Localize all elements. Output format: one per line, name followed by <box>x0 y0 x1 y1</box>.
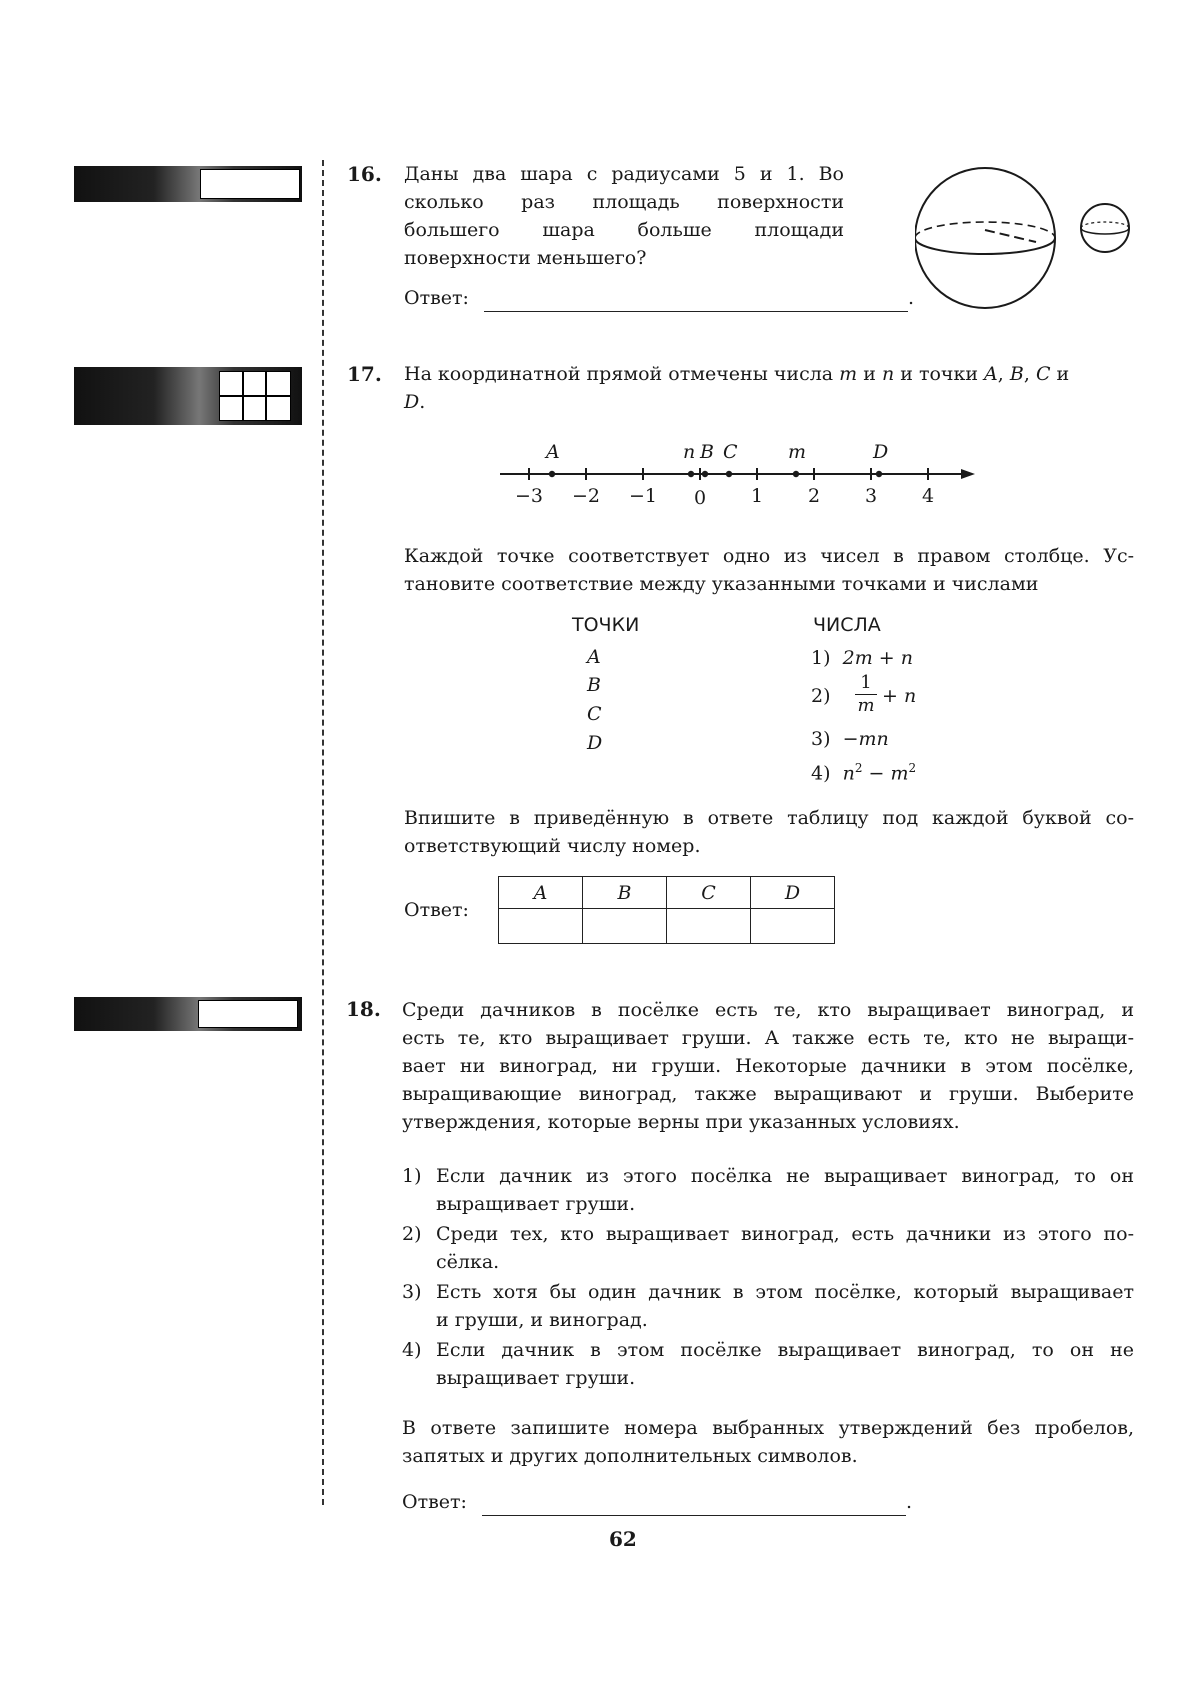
label-d: D <box>873 441 889 463</box>
question-17-para2-line1: Впишите в приведённую в ответе таблицу под каждой буквой со- <box>404 807 1134 829</box>
point-c-dot <box>726 471 732 477</box>
statement-3-line-1: Есть хотя бы один дачник в этом посёлке, который выращивает <box>436 1281 1134 1303</box>
point-item-b: B <box>587 674 601 696</box>
cut-line <box>322 160 324 1505</box>
option-2-number: 2) <box>811 685 831 707</box>
tick-label: 3 <box>864 485 878 507</box>
statement-3-line-2: и груши, и виноград. <box>436 1309 648 1331</box>
tick-label: 0 <box>693 487 707 509</box>
statement-2-line-2: сёлка. <box>436 1251 500 1273</box>
question-18-instruction-1: В ответе запишите номера выбранных утверждений без пробелов, <box>402 1417 1134 1439</box>
statement-3-number: 3) <box>402 1281 422 1303</box>
question-16-line-4: поверхности меньшего? <box>404 247 647 269</box>
tick-label: 1 <box>750 485 764 507</box>
question-18-text-3: вает ни виноград, ни груши. Некоторые дачники в этом посёлке, <box>402 1055 1134 1077</box>
question-16-answer-dot: . <box>908 287 915 309</box>
question-16-answer-field[interactable] <box>484 284 908 312</box>
option-1: 1) 2m + n <box>811 647 913 669</box>
option-2-fraction: 1 m <box>855 672 877 717</box>
question-18-text-2: есть те, кто выращивает груши. А также есть те, кто не выращи- <box>402 1027 1134 1049</box>
question-18-answer-dot: . <box>906 1491 913 1513</box>
question-16-line-3: большего шара больше площади <box>404 219 844 241</box>
page-number: 62 <box>609 1527 637 1551</box>
statement-2-line-1: Среди тех, кто выращивает виноград, есть дачники из этого по- <box>436 1223 1134 1245</box>
answer-header-a: A <box>499 877 583 909</box>
label-a: A <box>546 441 560 463</box>
tick-label: 4 <box>921 485 935 507</box>
option-2-rest: + n <box>882 685 917 707</box>
statement-4-line-2: выращивает груши. <box>436 1367 636 1389</box>
score-box-18 <box>198 1000 298 1028</box>
question-17-intro-cont: D. <box>404 391 426 413</box>
statement-4-line-1: Если дачник в этом посёлке выращивает виноград, то он не <box>436 1339 1134 1361</box>
question-16-line-1: Даны два шара с радиусами 5 и 1. Во <box>404 163 844 185</box>
question-18-answer-label: Ответ: <box>402 1491 467 1513</box>
point-item-a: A <box>587 646 601 668</box>
small-sphere <box>1081 204 1129 252</box>
tick-label: −1 <box>628 485 658 507</box>
statement-4-number: 4) <box>402 1339 422 1361</box>
question-18-text-1: Среди дачников в посёлке есть те, кто выращивает виноград, и <box>402 999 1134 1021</box>
answer-cell-a[interactable] <box>499 909 583 944</box>
question-18-text-4: выращивающие виноград, также выращивают и груши. Выберите <box>402 1083 1134 1105</box>
point-m-dot <box>793 471 799 477</box>
answer-cell-d[interactable] <box>751 909 835 944</box>
question-17-number: 17. <box>347 362 382 386</box>
point-d-dot <box>876 471 882 477</box>
tick-label: −2 <box>571 485 601 507</box>
margin-marker-17 <box>74 367 302 425</box>
margin-marker-16 <box>74 166 302 202</box>
question-17-para2-line2: ответствующий числу номер. <box>404 835 701 857</box>
point-a-dot <box>549 471 555 477</box>
label-m: m <box>788 441 807 463</box>
option-3: 3) −mn <box>811 728 889 750</box>
question-17-answer-label: Ответ: <box>404 899 469 921</box>
points-header: ТОЧКИ <box>572 614 640 636</box>
spheres-figure <box>915 160 1140 315</box>
answer-cell-c[interactable] <box>667 909 751 944</box>
point-b-dot <box>702 471 708 477</box>
answer-cell-b[interactable] <box>583 909 667 944</box>
question-16-answer-label: Ответ: <box>404 287 469 309</box>
score-box-16 <box>200 169 300 199</box>
statement-1-line-1: Если дачник из этого посёлка не выращивает виноград, то он <box>436 1165 1134 1187</box>
question-17-answer-table <box>498 876 835 944</box>
point-item-d: D <box>587 732 603 754</box>
answer-header-b: B <box>583 877 667 909</box>
question-17-intro: На координатной прямой отмечены числа m и n и точки A, B, C и <box>404 363 1070 385</box>
margin-marker-18 <box>74 997 302 1031</box>
score-grid-17 <box>219 371 291 421</box>
tick-label: 2 <box>807 485 821 507</box>
point-n-dot <box>688 471 694 477</box>
question-18-text-5: утверждения, которые верны при указанных условиях. <box>402 1111 960 1133</box>
statement-2-number: 2) <box>402 1223 422 1245</box>
question-16-number: 16. <box>347 162 382 186</box>
tick-label: −3 <box>514 485 544 507</box>
option-4: 4) $n^2 - m^2$ <box>811 761 917 785</box>
large-sphere <box>915 168 1055 308</box>
statement-1-line-2: выращивает груши. <box>436 1193 636 1215</box>
question-16-line-2: сколько раз площадь поверхности <box>404 191 844 213</box>
coordinate-line <box>495 438 995 510</box>
question-17-para1-line2: тановите соответствие между указанными точками и числами <box>404 573 1039 595</box>
numbers-header: ЧИСЛА <box>813 614 881 636</box>
question-18-instruction-2: запятых и других дополнительных символов. <box>402 1445 858 1467</box>
label-b: B <box>700 441 714 463</box>
statement-1-number: 1) <box>402 1165 422 1187</box>
label-n: n <box>683 441 696 463</box>
question-18-number: 18. <box>346 997 381 1021</box>
answer-table-header-row <box>499 877 835 909</box>
answer-header-d: D <box>751 877 835 909</box>
question-18-answer-field[interactable] <box>482 1488 906 1516</box>
question-17-para1-line1: Каждой точке соответствует одно из чисел в правом столбце. Ус- <box>404 545 1134 567</box>
point-item-c: C <box>587 703 602 725</box>
label-c: C <box>723 441 738 463</box>
answer-header-c: C <box>667 877 751 909</box>
answer-table-input-row <box>499 909 835 944</box>
